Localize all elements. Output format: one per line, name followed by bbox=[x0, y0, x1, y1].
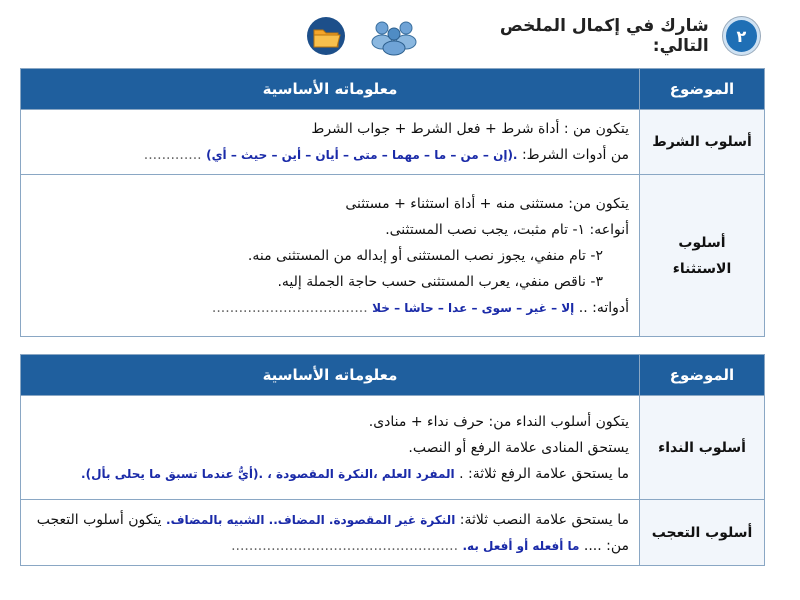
info-line: يتكون من: مستثنى منه + أداة استثناء + مستثنى bbox=[345, 195, 629, 212]
summary-table-1 bbox=[20, 68, 765, 337]
exercise-title: شارك في إكمال الملخص التالي: bbox=[499, 16, 709, 56]
folder-icon bbox=[300, 16, 352, 56]
info-line: يتكون أسلوب النداء من: حرف نداء + منادى. bbox=[368, 413, 629, 430]
info-line: من أدوات الشرط: .(إن – من – ما – مهما – متى – أيان – أين – حيث – أي) ............. bbox=[143, 147, 629, 163]
table-row bbox=[21, 175, 765, 337]
topic-cell: أسلوب الشرط bbox=[640, 110, 765, 175]
info-line: يتكون من : أداة شرط + فعل الشرط + جواب الشرط bbox=[311, 121, 629, 137]
info-cell bbox=[21, 110, 640, 175]
topic-cell: أسلوب الاستثناء bbox=[640, 175, 765, 337]
info-line: يستحق المنادى علامة الرفع أو النصب. bbox=[408, 439, 629, 456]
answer-text: .(إن – من – ما – مهما – متى – أيان – أين – حيث – أي) bbox=[206, 148, 518, 162]
info-cell bbox=[21, 175, 640, 337]
table-row bbox=[21, 500, 765, 566]
people-icon bbox=[368, 16, 420, 56]
topic-cell: أسلوب التعجب bbox=[640, 500, 765, 566]
info-line: من: .... ما أفعله أو أفعل به. ................................................... bbox=[231, 537, 629, 554]
answer-text: ما أفعله أو أفعل به. bbox=[462, 538, 580, 553]
info-line: أنواعه: ١- تام مثبت، يجب نصب المستثنى. bbox=[385, 221, 629, 238]
table-row bbox=[21, 110, 765, 175]
info-line: ٢- تام منفي، يجوز نصب المستثنى أو إبداله من المستثنى منه. bbox=[247, 247, 603, 264]
answer-text: إلا – غير – سوى – عدا – حاشا – خلا bbox=[372, 300, 575, 315]
info-line: ما يستحق علامة النصب ثلاثة: النكرة غير المقصودة. المضاف.. الشبيه بالمضاف. يتكون أسلوب التعجب bbox=[36, 511, 629, 528]
info-line: ٣- ناقص منفي، يعرب المستثنى حسب حاجة الجملة إليه. bbox=[277, 273, 603, 290]
column-header-info: معلوماته الأساسية bbox=[21, 69, 640, 110]
column-header-topic: الموضوع bbox=[640, 355, 765, 396]
column-header-topic: الموضوع bbox=[640, 69, 765, 110]
answer-text: المفرد العلم ،النكرة المقصودة ، .(أيُّ عندما تسبق ما يحلى بأل). bbox=[81, 466, 455, 481]
summary-table-2 bbox=[20, 354, 765, 566]
exercise-header bbox=[300, 14, 760, 58]
topic-cell: أسلوب النداء bbox=[640, 396, 765, 500]
info-line: ما يستحق علامة الرفع ثلاثة: . المفرد العلم ،النكرة المقصودة ، .(أيُّ عندما تسبق ما يحلى بأل). bbox=[81, 465, 629, 482]
exercise-number-badge: ٢ bbox=[723, 17, 760, 55]
info-line: أدواته: .. إلا – غير – سوى – عدا – حاشا – خلا ................................... bbox=[211, 299, 629, 316]
table-row bbox=[21, 396, 765, 500]
answer-text: النكرة غير المقصودة. المضاف.. الشبيه بالمضاف. bbox=[166, 512, 456, 527]
info-cell bbox=[21, 396, 640, 500]
info-cell bbox=[21, 500, 640, 566]
column-header-info: معلوماته الأساسية bbox=[21, 355, 640, 396]
header-icons bbox=[300, 16, 420, 56]
